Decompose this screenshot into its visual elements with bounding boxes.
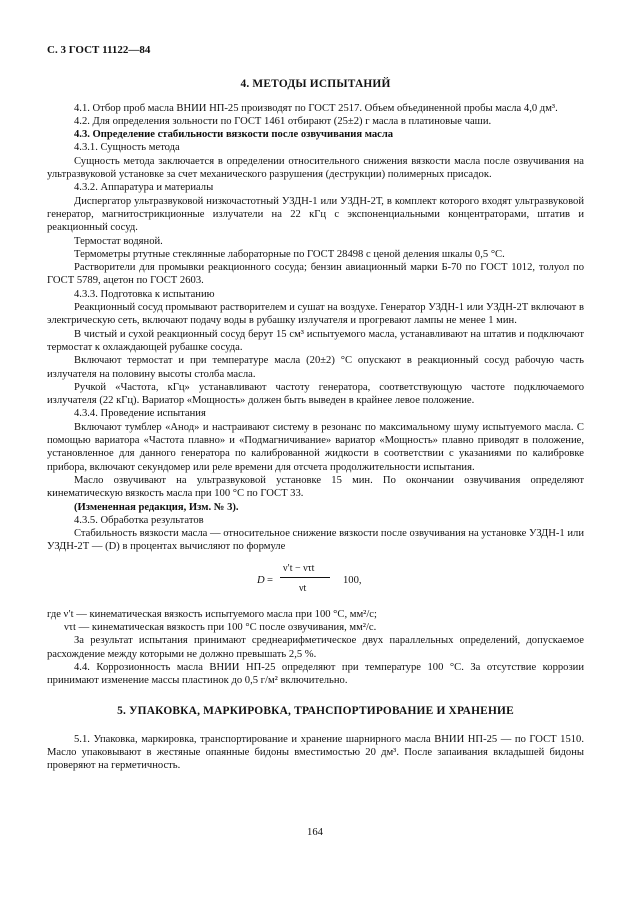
paragraph-4-3-5: 4.3.5. Обработка результатов	[74, 514, 204, 526]
paragraph-4-3-3: 4.3.3. Подготовка к испытанию	[74, 288, 215, 300]
paragraph-edit-note: (Измененная редакция, Изм. № 3).	[74, 501, 239, 513]
paragraph-thermostat-on: Включают термостат и при температуре масла (20±2) °С опускают в реакционный сосуд рабочую часть излучателя на половину высоты столба масла.	[47, 355, 584, 380]
formula-where-2: ντt — кинематическая вязкость при 100 °С после озвучивания, мм²/с.	[64, 621, 377, 633]
paragraph-stability-definition: Стабильность вязкости масла — относительное снижение вязкости после озвучивания на установке УЗДН-1 или УЗДН-2Т — (D) в процентах вычисляют по формуле	[47, 528, 584, 553]
paragraph-pour-oil: В чистый и сухой реакционный сосуд берут 15 см³ испытуемого масла, устанавливают на штатив и подключают термостат к охлаждающей рубашке сосуда.	[47, 328, 584, 353]
paragraph-vessel-prep: Реакционный сосуд промывают растворителем и сушат на воздухе. Генератор УЗДН-1 или УЗДН-2Т включают в электрическую сеть, включают подачу воды в рубашку излучателя и прогревают лампы не менее 1 мин.	[47, 302, 584, 327]
paragraph-anode-switch: Включают тумблер «Анод» и настраивают систему в резонанс по максимальному шуму испытуемого масла. С помощью вариатора «Частота плавно» и «Подмагничивание» вариатор «Мощность» плавно приводят в положение, установленное для данного генератора по калиброванной жидкости в соответствии с указаниями по калибровке прибора, включают секундомер или реле времени для отсчета продолжительности испытания.	[47, 421, 584, 473]
paragraph-4-4: 4.4. Коррозионность масла ВНИИ НП-25 определяют при температуре 100 °С. За отсутствие коррозии принимают изменение массы пластинок до 0,5 г/м² включительно.	[47, 661, 584, 687]
paragraph-thermometers: Термометры ртутные стеклянные лабораторные по ГОСТ 28498 с ценой деления шкалы 0,5 °С.	[74, 248, 505, 260]
paragraph-4-3-1: 4.3.1. Сущность метода	[74, 142, 180, 154]
paragraph-4-1: 4.1. Отбор проб масла ВНИИ НП-25 производят по ГОСТ 2517. Объем объединенной пробы масла 4,0 дм³.	[74, 102, 558, 114]
paragraph-frequency-knob: Ручкой «Частота, кГц» устанавливают частоту генератора, соответствующую частоте подключаемого излучателя (22 кГц). Вариатор «Мощность» должен быть выведен в крайнее левое положение.	[47, 381, 584, 407]
running-header: С. 3 ГОСТ 11122—84	[47, 44, 151, 56]
paragraph-disperser: Диспергатор ультразвуковой низкочастотный УЗДН-1 или УЗДН-2Т, в комплект которого входят ультразвуковой генератор, магнитострикционные излучатели на 22 кГц с экспоненциальными концентраторами, штатив и реакционный сосуд.	[47, 195, 584, 234]
formula-equals: =	[267, 574, 273, 586]
viscosity-formula	[47, 560, 584, 604]
paragraph-4-3-heading: 4.3. Определение стабильности вязкости после озвучивания масла	[74, 129, 394, 141]
paragraph-thermostat: Термостат водяной.	[74, 235, 163, 247]
paragraph-4-3-4: 4.3.4. Проведение испытания	[74, 408, 206, 420]
paragraph-solvents: Растворители для промывки реакционного сосуда; бензин авиационный марки Б-70 по ГОСТ 1012, толуол по ГОСТ 5789, ацетон по ГОСТ 2603.	[47, 262, 584, 287]
formula-where-1: где ν′t — кинематическая вязкость испытуемого масла при 100 °С, мм²/с;	[47, 608, 377, 620]
page-number: 164	[307, 827, 323, 838]
paragraph-5-1: 5.1. Упаковка, маркировка, транспортирование и хранение шарнирного масла ВНИИ НП-25 — по ГОСТ 1510. Масло упаковывают в жестяные опаянные бидоны вместимостью 20 дм³. После запаивания вкладышей бидоны проверяют на герметичность.	[47, 733, 584, 772]
paragraph-4-2: 4.2. Для определения зольности по ГОСТ 1461 отбирают (25±2) г масла в платиновые чаши.	[74, 115, 492, 127]
formula-denominator: νt	[299, 582, 307, 594]
paragraph-result: За результат испытания принимают среднеарифметическое двух параллельных определений, допускаемое расхождение между которыми не должно превышать 2,5 %.	[47, 635, 584, 660]
paragraph-method-essence: Сущность метода заключается в определении относительного снижения вязкости масла после озвучивания на ультразвуковой установке за счет механического разрушения (деструкции) полимерных присадок.	[47, 155, 584, 181]
fraction-bar	[280, 577, 330, 578]
formula-numerator: ν′t − ντt	[283, 562, 315, 574]
paragraph-4-3-2: 4.3.2. Аппаратура и материалы	[74, 182, 214, 194]
formula-factor: 100,	[343, 574, 362, 586]
formula-lhs: D	[257, 574, 265, 586]
section-4-title: 4. МЕТОДЫ ИСПЫТАНИЙ	[240, 78, 391, 91]
section-5-title: 5. УПАКОВКА, МАРКИРОВКА, ТРАНСПОРТИРОВАНИЕ И ХРАНЕНИЕ	[117, 705, 514, 718]
document-page	[47, 44, 584, 773]
paragraph-sonication: Масло озвучивают на ультразвуковой установке 15 мин. По окончании озвучивания определяют кинематическую вязкость масла при 100 °С по ГОСТ 33.	[47, 474, 584, 500]
